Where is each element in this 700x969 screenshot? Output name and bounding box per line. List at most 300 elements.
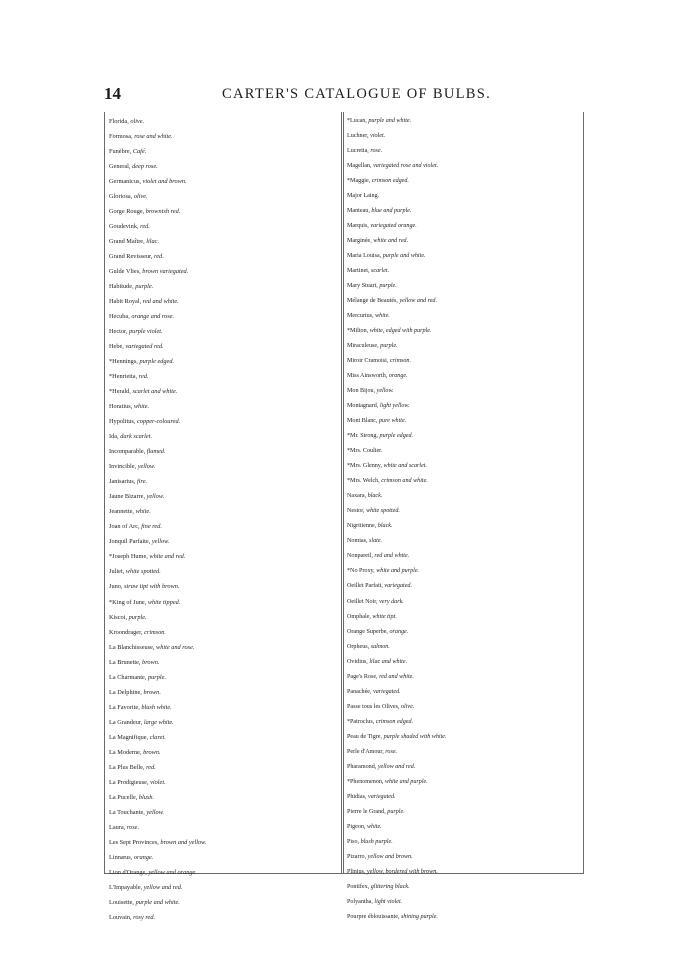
bulb-variety-name: Orpheus, [347,643,371,650]
bulb-color-description: red. [146,763,156,771]
bulb-variety-name: Ovidius, [347,658,370,665]
bulb-variety-name: La Blanchisseuse, [109,643,157,651]
bulb-variety-name: Pigeon, [347,823,367,830]
bulb-color-description: large white. [143,718,174,726]
bulb-variety-name: *Herald, [109,388,133,396]
bulb-variety-name: *Mrs. Coulier. [347,448,383,455]
bulb-variety-name: La Touchante, [109,808,147,816]
bulb-entry [347,339,583,354]
bulb-variety-name: Mercurius, [347,313,376,320]
bulb-variety-name: Grand Maître, [109,238,147,246]
bulb-variety-name: Ida, [109,433,121,441]
bulb-variety-name: Grand Revisseur, [109,253,155,261]
bulb-variety-name: Oeillet Parfait, [347,583,385,590]
bulb-entry [347,114,583,129]
bulb-variety-name: Janisarius, [109,478,137,486]
bulb-color-description: white tipt. [372,613,397,620]
bulb-color-description: light violet. [374,898,403,905]
bulb-entry [347,549,583,564]
bulb-entry [347,279,583,294]
bulb-entry [109,700,341,715]
bulb-entry [347,685,583,700]
right-column-list [347,114,583,925]
bulb-entry [347,790,583,805]
bulb-color-description: white and red. [149,553,186,561]
bulb-variety-name: Lucretia, [347,148,371,155]
bulb-entry [109,219,341,234]
bulb-variety-name: Gulde Vlies, [109,268,143,276]
bulb-variety-name: Louvain, [109,913,134,921]
bulb-color-description: scarlet. [371,268,390,275]
bulb-variety-name: Habit Royal, [109,298,143,306]
bulb-variety-name: *Phenomenon, [347,778,385,785]
bulb-entry [347,640,583,655]
bulb-variety-name: Laura, [109,823,127,831]
bulb-color-description: variegated. [368,793,396,800]
bulb-color-description: yellow and orange. [148,868,197,876]
bulb-color-description: orange. [388,373,408,380]
bulb-color-description: variegated red. [125,343,164,351]
bulb-variety-name: Polyantha, [347,898,375,905]
bulb-variety-name: Mary Stuart, [347,283,380,290]
bulb-entry [347,579,583,594]
bulb-entry [347,805,583,820]
bulb-color-description: brown. [143,748,161,756]
bulb-color-description: white and purple. [384,778,428,785]
bulb-color-description: lilac. [146,238,160,246]
bulb-variety-name: Louisette, [109,898,136,906]
bulb-color-description: crimson. [144,628,166,636]
bulb-entry [347,189,583,204]
bulb-entry [109,895,341,910]
bulb-variety-name: Luchner, [347,133,371,140]
bulb-color-description: red. [154,253,164,261]
bulb-color-description: purple and white. [368,118,412,124]
bulb-color-description: rose. [370,148,383,155]
bulb-entry [109,279,341,294]
bulb-color-description: blush. [138,793,155,801]
bulb-color-description: white and purple. [376,568,420,575]
bulb-entry [347,519,583,534]
bulb-color-description: deep rose. [132,163,158,171]
bulb-entry [109,910,341,925]
bulb-color-description: violet. [370,133,386,140]
bulb-entry [109,579,341,594]
bulb-color-description: lilac and white. [369,658,408,665]
bulb-entry [109,504,341,519]
bulb-variety-name: Omphale, [347,613,373,620]
bulb-variety-name: La Brunette, [109,658,143,666]
bulb-variety-name: Formosa, [109,133,135,141]
bulb-entry [109,670,341,685]
bulb-color-description: white, edged with purple. [369,328,432,335]
bulb-entry [347,670,583,685]
bulb-entry [347,414,583,429]
page-header [104,84,582,104]
bulb-entry [347,219,583,234]
bulb-variety-name: La Magnifique, [109,733,150,741]
bulb-color-description: purple and white. [135,898,180,906]
bulb-variety-name: L'Impayable, [109,883,144,891]
bulb-variety-name: Orange Superbe, [347,628,390,635]
bulb-variety-name: Miraculeuse, [347,343,381,350]
bulb-variety-name: Miss Ainsworth, [347,373,389,380]
bulb-entry [109,549,341,564]
bulb-variety-name: Jaune Bizarre, [109,493,147,501]
bulb-color-description: rose and white. [134,133,173,141]
bulb-variety-name: Miroir Cramoisi, [347,358,390,365]
bulb-color-description: white. [133,403,150,411]
bulb-color-description: yellow. [151,538,170,546]
bulb-variety-name: Hebe, [109,343,126,351]
bulb-entry [109,114,341,129]
bulb-entry [109,234,341,249]
bulb-entry [347,204,583,219]
bulb-entry [109,850,341,865]
bulb-entry [347,249,583,264]
left-column-list [109,114,341,925]
bulb-color-description: brown. [142,658,160,666]
bulb-color-description: olive. [130,118,145,125]
bulb-color-description: blush white. [141,703,172,711]
bulb-color-description: brownish red. [145,208,181,216]
bulb-color-description: dark scarlet. [120,433,153,441]
bulb-entry [109,835,341,850]
bulb-variety-name: *Patroclus, [347,718,376,725]
bulb-variety-name: *Mr. Strong, [347,433,380,440]
bulb-color-description: yellow. [137,463,156,471]
bulb-variety-name: Funèbre, [109,148,133,156]
bulb-color-description: fine red. [141,523,162,531]
bulb-variety-name: Marquis, [347,223,371,230]
bulb-variety-name: Mon Bijou, [347,388,377,395]
bulb-entry [347,159,583,174]
bulb-entry [347,459,583,474]
bulb-color-description: variegated orange. [370,223,417,230]
bulb-variety-name: Habitude, [109,283,136,291]
bulb-entry [109,640,341,655]
bulb-entry [109,294,341,309]
bulb-color-description: violet and brown. [142,178,187,186]
bulb-variety-name: Incomparable, [109,448,147,456]
bulb-entry [109,129,341,144]
bulb-entry [109,159,341,174]
bulb-entry [109,444,341,459]
bulb-entry [109,369,341,384]
bulb-color-description: very dark. [379,598,404,605]
bulb-variety-name: Florida, [109,118,131,125]
bulb-color-description: purple. [380,343,398,350]
bulb-color-description: glittering black. [370,883,410,890]
bulb-entry [347,820,583,835]
bulb-entry [347,564,583,579]
bulb-entry [109,144,341,159]
left-column-rule [104,112,105,874]
bulb-variety-name: Hypolitus, [109,418,137,426]
bulb-variety-name: Manteau, [347,208,372,215]
bulb-variety-name: Gorge Rouge, [109,208,146,216]
bulb-variety-name: Lion d'Orange, [109,868,149,876]
bulb-color-description: purple edged. [139,358,175,366]
bulb-entry [347,384,583,399]
bulb-entry [347,369,583,384]
bulb-variety-name: Nigritienne, [347,523,378,530]
bulb-color-description: slate. [369,538,383,545]
bulb-entry [347,865,583,880]
bulb-variety-name: *Henrietta, [109,373,139,381]
bulb-color-description: variegated rose and violet. [373,163,439,170]
bulb-entry [109,564,341,579]
bulb-variety-name: Horatius, [109,403,134,411]
bulb-color-description: purple violet. [129,328,163,336]
bulb-color-description: yellow. [146,493,165,501]
bulb-entry [109,519,341,534]
bulb-variety-name: Montagnard, [347,403,380,410]
bulb-entry [347,835,583,850]
bulb-entry [109,309,341,324]
bulb-color-description: yellow. [146,808,164,816]
bulb-variety-name: Perle d'Amour, [347,748,386,755]
bulb-entry [109,459,341,474]
bulb-entry [347,324,583,339]
bulb-variety-name: Hector, [109,328,130,336]
bulb-entry [347,700,583,715]
bulb-variety-name: Hecuba, [109,313,132,321]
bulb-color-description: white. [135,508,151,516]
bulb-color-description: white spotted. [125,568,161,576]
bulb-variety-name: Nonpareil, [347,553,375,560]
bulb-variety-name: La Prodigieuse, [109,778,151,786]
bulb-variety-name: La Pucelle, [109,793,139,801]
bulb-entry [347,880,583,895]
bulb-variety-name: Goudevink, [109,223,141,231]
bulb-variety-name: La Moderne, [109,748,144,756]
bulb-variety-name: Les Sept Provinces, [109,838,161,846]
bulb-variety-name: La Grandeur, [109,718,144,726]
bulb-entry [347,625,583,640]
bulb-color-description: yellow, bordered with brown. [366,868,438,875]
bulb-entry [347,730,583,745]
bulb-entry [347,595,583,610]
bulb-entry [347,504,583,519]
bulb-entry [347,775,583,790]
bulb-entry [109,489,341,504]
bulb-variety-name: Gloriosa, [109,193,134,201]
bulb-color-description: scarlet and white. [132,388,178,396]
bulb-entry [109,760,341,775]
bulb-entry [109,354,341,369]
bulb-variety-name: *Mrs. Welch, [347,478,382,485]
bulb-color-description: orange and rose. [131,313,175,321]
bulb-entry [347,745,583,760]
bulb-color-description: yellow. [376,388,394,395]
bulb-color-description: salmon. [370,643,390,650]
bulb-entry [109,324,341,339]
bulb-entry [347,234,583,249]
bulb-color-description: yellow and red. [377,763,416,770]
bulb-entry [109,249,341,264]
bulb-entry [347,264,583,279]
bulb-color-description: red. [138,373,149,381]
bulb-entry [109,264,341,279]
bulb-entry [109,474,341,489]
bulb-variety-name: La Delphine, [109,688,144,696]
bulb-entry [109,715,341,730]
bulb-color-description: red. [140,223,150,231]
bulb-variety-name: Maria Louisa, [347,253,383,260]
bulb-variety-name: Page's Rose, [347,673,380,680]
bulb-variety-name: Panachée, [347,688,374,695]
bulb-color-description: yellow and red. [399,298,437,305]
bulb-entry [109,429,341,444]
bulb-variety-name: *King of June, [109,598,148,606]
bulb-color-description: violet. [150,778,166,786]
bulb-color-description: Café. [132,148,147,156]
bulb-entry [347,850,583,865]
bulb-color-description: purple. [135,283,154,291]
bulb-variety-name: Juliet, [109,568,126,576]
bulb-variety-name: Pharamond, [347,763,378,770]
bulb-entry [109,865,341,880]
bulb-entry [109,775,341,790]
bulb-color-description: olive. [133,193,148,201]
bulb-color-description: yellow and red. [143,883,183,891]
bulb-entry [347,610,583,625]
bulb-variety-name: Jonquil Parfaite, [109,538,152,546]
bulb-entry [109,339,341,354]
bulb-entry [109,820,341,835]
bulb-color-description: blush purple. [360,838,393,845]
bulb-variety-name: *Joseph Hume, [109,553,150,561]
bulb-color-description: shining purple. [401,913,438,920]
bulb-variety-name: Pontifex, [347,883,371,890]
bulb-entry [109,805,341,820]
bulb-variety-name: Joan of Arc, [109,523,142,531]
bulb-entry [109,204,341,219]
bulb-color-description: white and rose. [156,643,195,651]
bulb-entry [109,414,341,429]
bulb-entry [109,790,341,805]
bulb-variety-name: Juno, [109,583,125,591]
bulb-entry [347,429,583,444]
bulb-variety-name: Mélange de Beautés, [347,298,400,305]
bulb-color-description: orange. [389,628,409,635]
bulb-entry [347,309,583,324]
bulb-color-description: flamed. [146,448,166,456]
bulb-entry [109,610,341,625]
bulb-variety-name: Pierre le Grand, [347,808,388,815]
bulb-color-description: purple. [128,613,147,621]
bulb-variety-name: La Charmante, [109,673,148,681]
bulb-entry [109,655,341,670]
bulb-variety-name: Mont Blanc, [347,418,379,425]
bulb-color-description: rosy red. [133,913,156,921]
bulb-color-description: olive. [401,703,415,710]
bulb-entry [347,444,583,459]
bulb-variety-name: Invincible, [109,463,138,471]
bulb-color-description: yellow and brown. [367,853,413,860]
bulb-variety-name: General, [109,163,133,171]
bulb-variety-name: Jeannette, [109,508,136,516]
bulb-color-description: blue and purple. [371,208,412,215]
bulb-variety-name: Piso, [347,838,361,845]
bulb-color-description: rose. [126,823,140,831]
bulb-variety-name: Major Laing. [347,193,380,200]
bulb-color-description: brown variegated. [142,268,189,276]
bulb-entry [109,625,341,640]
bulb-variety-name: Kroondrager, [109,628,145,636]
bulb-color-description: red and white. [374,553,410,560]
bulb-color-description: straw tipt with brown. [124,583,180,591]
center-double-rule [341,112,344,874]
bulb-color-description: copper-coloured. [137,418,181,426]
bulb-variety-name: Martinet, [347,268,372,275]
bulb-entry [347,534,583,549]
bulb-color-description: purple edged. [379,433,414,440]
bulb-entry [347,354,583,369]
bulb-variety-name: Oeillet Noir, [347,598,380,605]
bulb-color-description: purple shaded with white. [383,733,447,740]
bulb-color-description: pure white. [379,418,407,425]
bulb-variety-name: Pourpre éblouissante, [347,913,401,920]
running-title: CARTER'S CATALOGUE OF BULBS. [222,86,492,102]
bulb-color-description: claret. [149,733,166,741]
bulb-variety-name: *Mrs. Glenny, [347,463,384,470]
bulb-color-description: white. [375,313,390,320]
bulb-variety-name: Kiscoi, [109,613,129,621]
bulb-color-description: variegated. [373,688,401,695]
bulb-color-description: black. [367,493,383,500]
bulb-variety-name: *Maggie, [347,178,372,185]
page-number: 14 [104,84,121,103]
bulb-variety-name: Naxara, [347,493,368,500]
bulb-entry [347,760,583,775]
bulb-color-description: black. [377,523,393,530]
bulb-color-description: crimson. [389,358,411,365]
bulb-color-description: red and white. [142,298,179,306]
bulb-entry [347,474,583,489]
bulb-entry [347,294,583,309]
bulb-entry [347,399,583,414]
bulb-variety-name: La Favorite, [109,703,142,711]
bulb-color-description: purple. [387,808,405,815]
bulb-color-description: white spotted. [366,508,400,515]
bulb-variety-name: La Plus Belle, [109,763,147,771]
bulb-variety-name: Peau de Tigre, [347,733,384,740]
bulb-color-description: rose. [385,748,398,755]
bulb-entry [347,910,583,925]
right-column-rule [583,112,584,874]
bulb-color-description: purple. [148,673,167,681]
bulb-entry [347,489,583,504]
bulb-variety-name: Pizarro, [347,853,368,860]
bulb-entry [109,685,341,700]
bulb-color-description: white tipped. [147,598,181,606]
bulb-variety-name: *No Proxy, [347,568,377,575]
bulb-color-description: white. [366,823,382,830]
bulb-entry [109,730,341,745]
bulb-color-description: brown and yellow. [160,838,207,846]
bulb-variety-name: *Lucan, [347,118,369,124]
bulb-color-description: crimson edged. [371,178,409,185]
bulb-entry [109,534,341,549]
bulb-entry [347,129,583,144]
bulb-color-description: brown. [143,688,161,696]
bulb-color-description: fire. [136,478,148,486]
bulb-entry [109,189,341,204]
bulb-color-description: white and red. [373,238,409,245]
bulb-entry [109,174,341,189]
